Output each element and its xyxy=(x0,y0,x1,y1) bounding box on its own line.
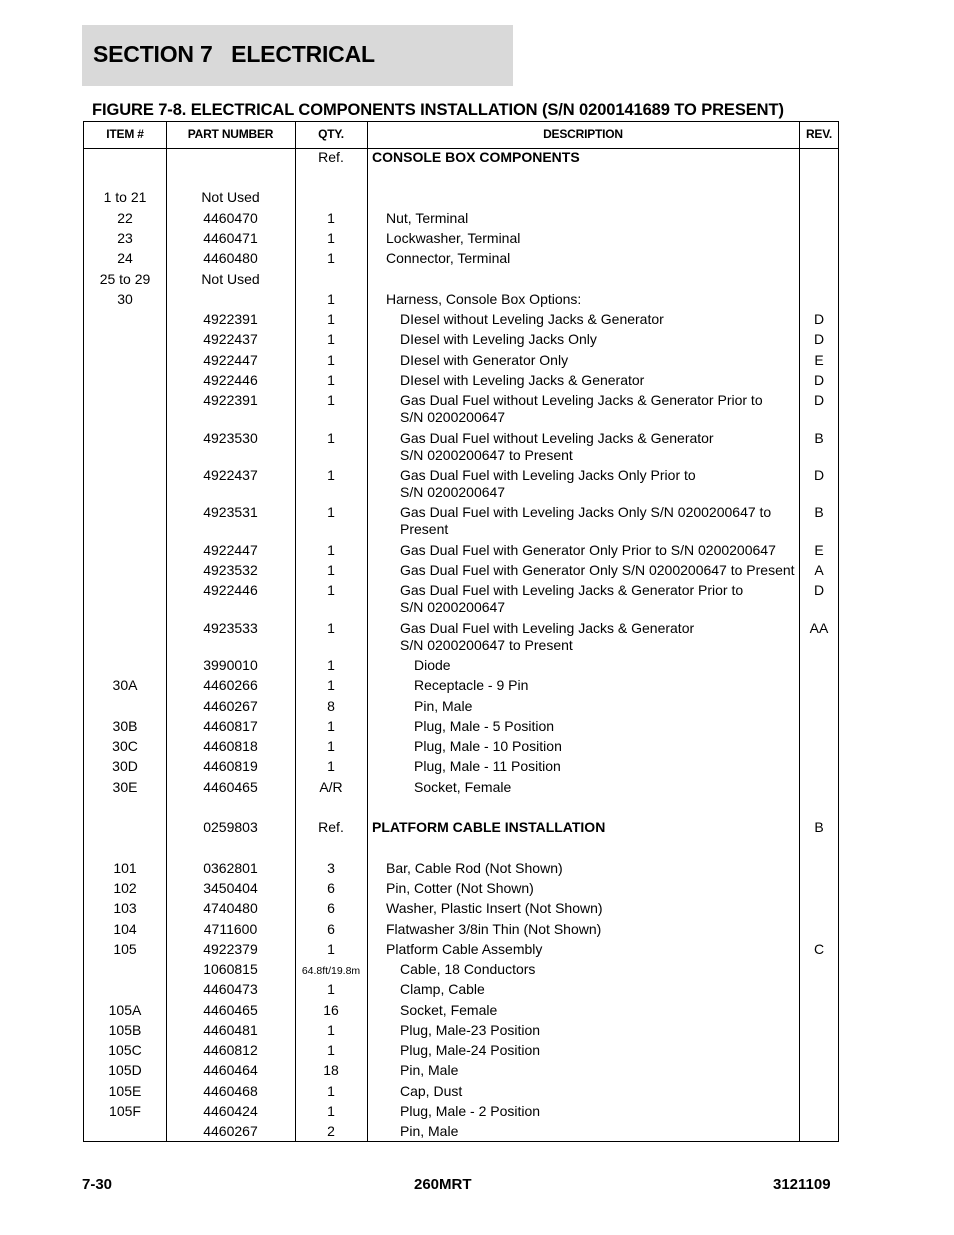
cell-item-number: 105D xyxy=(108,1062,142,1078)
cell-description: Receptacle - 9 Pin xyxy=(414,677,529,693)
cell-description: Gas Dual Fuel with Leveling Jacks Only S/N 0200200647 to Present xyxy=(400,504,772,537)
cell-item-number: 30C xyxy=(112,738,138,754)
cell-description: PLATFORM CABLE INSTALLATION xyxy=(372,819,606,835)
cell-item-number: 104 xyxy=(113,921,137,937)
cell-item-number: 30B xyxy=(112,718,138,734)
cell-revision: D xyxy=(813,331,825,347)
cell-quantity: 1 xyxy=(327,562,335,578)
cell-quantity: 1 xyxy=(327,372,335,388)
header-rev: REV. xyxy=(805,127,833,141)
cell-quantity: 1 xyxy=(327,1103,335,1119)
cell-part-number: 4460468 xyxy=(203,1083,258,1099)
cell-item-number: 105B xyxy=(108,1022,142,1038)
cell-part-number: 4922437 xyxy=(203,331,258,347)
header-description: DESCRIPTION xyxy=(543,127,623,141)
cell-quantity: 1 xyxy=(327,430,335,446)
cell-part-number: 4922437 xyxy=(203,467,258,483)
cell-description: Cable, 18 Conductors xyxy=(400,961,536,977)
cell-part-number: 4460812 xyxy=(203,1042,258,1058)
cell-description: Gas Dual Fuel with Leveling Jacks & Generator Prior to S/N 0200200647 xyxy=(400,582,744,615)
cell-item-number: 23 xyxy=(117,230,133,246)
cell-part-number: 4922391 xyxy=(203,311,258,327)
cell-part-number: 4460465 xyxy=(203,779,258,795)
cell-revision: D xyxy=(813,392,825,408)
cell-quantity: 1 xyxy=(327,677,335,693)
header-qty: QTY. xyxy=(318,127,344,141)
cell-quantity: 1 xyxy=(327,331,335,347)
cell-part-number: 4923532 xyxy=(203,562,258,578)
cell-quantity: 1 xyxy=(327,981,335,997)
cell-revision: D xyxy=(813,372,825,388)
cell-item-number: 105A xyxy=(108,1002,142,1018)
cell-item-number: 103 xyxy=(113,900,137,916)
cell-description: Plug, Male - 10 Position xyxy=(414,738,562,754)
cell-quantity: 1 xyxy=(327,250,335,266)
cell-quantity: 8 xyxy=(327,698,335,714)
cell-description: Plug, Male - 5 Position xyxy=(414,718,555,734)
cell-part-number: 0362801 xyxy=(203,860,258,876)
cell-part-number: 4923531 xyxy=(203,504,258,520)
cell-item-number: 105C xyxy=(108,1042,142,1058)
cell-quantity: A/R xyxy=(319,779,343,795)
cell-quantity: 1 xyxy=(327,542,335,558)
cell-revision: B xyxy=(814,819,824,835)
cell-item-number: 105 xyxy=(113,941,137,957)
cell-description: CONSOLE BOX COMPONENTS xyxy=(372,149,580,165)
cell-quantity: 6 xyxy=(327,900,335,916)
cell-description: Cap, Dust xyxy=(400,1083,463,1099)
cell-quantity: 1 xyxy=(327,467,335,483)
cell-description: Platform Cable Assembly xyxy=(386,941,543,957)
cell-part-number: 1060815 xyxy=(203,961,258,977)
cell-description: Pin, Male xyxy=(400,1062,459,1078)
cell-part-number: 4460481 xyxy=(203,1022,258,1038)
model-name: 260MRT xyxy=(414,1176,472,1193)
cell-part-number: 4922379 xyxy=(203,941,258,957)
cell-description: Socket, Female xyxy=(400,1002,498,1018)
cell-revision: D xyxy=(813,311,825,327)
cell-revision: C xyxy=(813,941,825,957)
cell-part-number: 4922391 xyxy=(203,392,258,408)
cell-quantity: 2 xyxy=(327,1123,335,1139)
cell-quantity: 64.8ft/19.8m xyxy=(301,965,361,977)
cell-revision: D xyxy=(813,582,825,598)
cell-description: Harness, Console Box Options: xyxy=(386,291,582,307)
cell-revision: AA xyxy=(809,620,829,636)
document-number: 3121109 xyxy=(773,1176,831,1193)
cell-quantity: 6 xyxy=(327,880,335,896)
cell-description: Plug, Male-23 Position xyxy=(400,1022,541,1038)
cell-description: Lockwasher, Terminal xyxy=(386,230,521,246)
cell-description: Washer, Plastic Insert (Not Shown) xyxy=(386,900,603,916)
cell-quantity: 1 xyxy=(327,230,335,246)
cell-part-number: 4460480 xyxy=(203,250,258,266)
cell-description: Pin, Male xyxy=(400,1123,459,1139)
header-part-number: PART NUMBER xyxy=(187,127,274,141)
cell-part-number: 4460267 xyxy=(203,1123,258,1139)
cell-description: Bar, Cable Rod (Not Shown) xyxy=(386,860,563,876)
cell-item-number: 30 xyxy=(117,291,133,307)
cell-part-number: 4922447 xyxy=(203,542,258,558)
cell-revision: B xyxy=(814,504,824,520)
cell-quantity: 1 xyxy=(327,352,335,368)
cell-quantity: 1 xyxy=(327,620,335,636)
cell-part-number: 4460818 xyxy=(203,738,258,754)
cell-part-number: 4711600 xyxy=(203,921,258,937)
cell-part-number: 4922446 xyxy=(203,582,258,598)
table-divider xyxy=(367,121,368,1142)
section-title: SECTION 7 ELECTRICAL xyxy=(93,41,375,67)
cell-description: Gas Dual Fuel with Generator Only Prior to S/N 0200200647 xyxy=(400,542,776,558)
cell-part-number: 4460424 xyxy=(203,1103,258,1119)
cell-quantity: 1 xyxy=(327,758,335,774)
cell-description: DIesel with Generator Only xyxy=(400,352,569,368)
cell-part-number: 4740480 xyxy=(203,900,258,916)
cell-description: Socket, Female xyxy=(414,779,512,795)
cell-description: DIesel without Leveling Jacks & Generator xyxy=(400,311,664,327)
cell-description: Diode xyxy=(414,657,451,673)
cell-quantity: 1 xyxy=(327,291,335,307)
cell-part-number: 4460473 xyxy=(203,981,258,997)
cell-item-number: 105E xyxy=(108,1083,142,1099)
cell-part-number: 3450404 xyxy=(203,880,258,896)
cell-quantity: 18 xyxy=(323,1062,339,1078)
cell-part-number: 4922447 xyxy=(203,352,258,368)
cell-quantity: 1 xyxy=(327,582,335,598)
header-item: ITEM # xyxy=(106,127,144,141)
figure-title: FIGURE 7-8. ELECTRICAL COMPONENTS INSTALLATION (S/N 0200141689 TO PRESENT) xyxy=(92,101,784,119)
cell-quantity: 1 xyxy=(327,210,335,226)
cell-item-number: 102 xyxy=(113,880,137,896)
cell-item-number: 30D xyxy=(112,758,138,774)
cell-description: DIesel with Leveling Jacks Only xyxy=(400,331,597,347)
cell-description: Connector, Terminal xyxy=(386,250,511,266)
cell-quantity: 1 xyxy=(327,1022,335,1038)
cell-part-number: 4923530 xyxy=(203,430,258,446)
cell-quantity: 1 xyxy=(327,738,335,754)
section-header xyxy=(82,25,513,86)
cell-part-number: 4460819 xyxy=(203,758,258,774)
cell-description: Gas Dual Fuel with Leveling Jacks & Generator S/N 0200200647 to Present xyxy=(400,620,695,653)
cell-part-number: 3990010 xyxy=(203,657,258,673)
cell-revision: D xyxy=(813,467,825,483)
cell-revision: B xyxy=(814,430,824,446)
cell-revision: E xyxy=(814,542,824,558)
cell-item-number: 1 to 21 xyxy=(103,189,147,205)
cell-description: Flatwasher 3/8in Thin (Not Shown) xyxy=(386,921,602,937)
cell-part-number: Not Used xyxy=(201,271,260,287)
cell-revision: A xyxy=(814,562,824,578)
cell-quantity: 1 xyxy=(327,657,335,673)
cell-part-number: Not Used xyxy=(201,189,260,205)
cell-revision: E xyxy=(814,352,824,368)
cell-part-number: 4460470 xyxy=(203,210,258,226)
cell-description: Gas Dual Fuel without Leveling Jacks & Generator Prior to S/N 0200200647 xyxy=(400,392,763,425)
cell-part-number: 4460817 xyxy=(203,718,258,734)
cell-description: Nut, Terminal xyxy=(386,210,469,226)
cell-description: Plug, Male - 2 Position xyxy=(400,1103,541,1119)
cell-part-number: 4922446 xyxy=(203,372,258,388)
cell-description: Pin, Cotter (Not Shown) xyxy=(386,880,534,896)
cell-description: Gas Dual Fuel without Leveling Jacks & Generator S/N 0200200647 to Present xyxy=(400,430,714,463)
cell-item-number: 30E xyxy=(112,779,138,795)
page-number: 7-30 xyxy=(82,1176,113,1193)
cell-quantity: 16 xyxy=(323,1002,339,1018)
cell-quantity: 1 xyxy=(327,1042,335,1058)
cell-part-number: 4460267 xyxy=(203,698,258,714)
cell-quantity: Ref. xyxy=(318,819,344,835)
cell-quantity: 3 xyxy=(327,860,335,876)
cell-part-number: 4460266 xyxy=(203,677,258,693)
cell-quantity: 1 xyxy=(327,1083,335,1099)
cell-quantity: 1 xyxy=(327,392,335,408)
cell-description: DIesel with Leveling Jacks & Generator xyxy=(400,372,645,388)
cell-description: Gas Dual Fuel with Generator Only S/N 0200200647 to Present xyxy=(400,562,795,578)
cell-item-number: 24 xyxy=(117,250,133,266)
cell-item-number: 25 to 29 xyxy=(99,271,151,287)
cell-part-number: 4460465 xyxy=(203,1002,258,1018)
cell-part-number: 4923533 xyxy=(203,620,258,636)
cell-quantity: Ref. xyxy=(318,149,344,165)
cell-item-number: 105F xyxy=(109,1103,141,1119)
cell-description: Plug, Male - 11 Position xyxy=(414,758,561,774)
cell-item-number: 22 xyxy=(117,210,133,226)
cell-description: Gas Dual Fuel with Leveling Jacks Only Prior to S/N 0200200647 xyxy=(400,467,696,500)
cell-quantity: 1 xyxy=(327,311,335,327)
cell-part-number: 4460464 xyxy=(203,1062,258,1078)
cell-quantity: 6 xyxy=(327,921,335,937)
cell-part-number: 4460471 xyxy=(203,230,258,246)
cell-part-number: 0259803 xyxy=(203,819,258,835)
cell-description: Plug, Male-24 Position xyxy=(400,1042,541,1058)
cell-quantity: 1 xyxy=(327,718,335,734)
cell-description: Pin, Male xyxy=(414,698,473,714)
cell-quantity: 1 xyxy=(327,504,335,520)
cell-quantity: 1 xyxy=(327,941,335,957)
cell-item-number: 101 xyxy=(113,860,137,876)
cell-description: Clamp, Cable xyxy=(400,981,485,997)
cell-item-number: 30A xyxy=(112,677,138,693)
